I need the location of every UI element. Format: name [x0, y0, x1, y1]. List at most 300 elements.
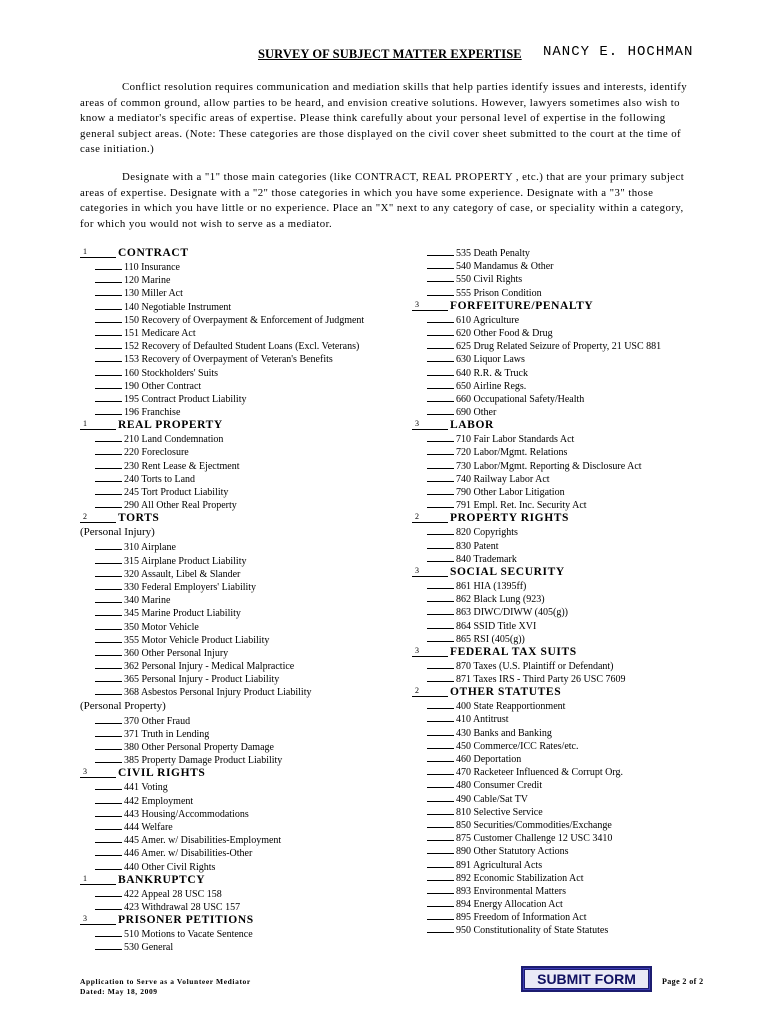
category-heading-label: LABOR	[450, 419, 494, 432]
case-type-mark-field[interactable]	[427, 445, 454, 455]
case-type-label: 790 Other Labor Litigation	[456, 487, 565, 498]
case-type-mark-field[interactable]	[427, 752, 454, 762]
case-type-label: 730 Labor/Mgmt. Reporting & Disclosure Act	[456, 460, 642, 472]
category-heading	[412, 418, 712, 432]
case-type-mark-field[interactable]	[95, 313, 122, 323]
case-type-item	[412, 923, 712, 936]
category-heading	[412, 565, 712, 579]
category-rank-field[interactable]: 3	[80, 766, 116, 778]
case-type-item	[80, 379, 380, 392]
case-type-mark-field[interactable]	[427, 923, 454, 933]
case-type-mark-field[interactable]	[95, 580, 122, 590]
footer-form-title: Application to Serve as a Volunteer Mediator	[80, 977, 251, 986]
case-type-item	[412, 339, 712, 352]
case-type-item	[412, 445, 712, 458]
case-type-label: 368 Asbestos Personal Injury Product Liability	[124, 687, 312, 699]
case-type-mark-field[interactable]	[427, 459, 454, 469]
case-type-item	[412, 472, 712, 485]
case-type-item	[80, 300, 380, 313]
case-type-label: 160 Stockholders' Suits	[124, 367, 219, 379]
case-type-mark-field[interactable]	[95, 740, 122, 750]
case-type-item	[80, 392, 380, 405]
case-type-item	[412, 712, 712, 725]
case-type-mark-field[interactable]	[427, 259, 454, 269]
applicant-name: NANCY E. HOCHMAN	[543, 44, 694, 60]
case-type-label: 150 Recovery of Overpayment & Enforcement of Judgment	[124, 314, 365, 326]
case-type-mark-field[interactable]	[95, 432, 122, 442]
case-type-item	[412, 326, 712, 339]
case-type-label: 240 Torts to Land	[124, 473, 196, 485]
case-type-item	[412, 379, 712, 392]
case-type-label: 893 Environmental Matters	[456, 885, 566, 897]
category-heading-label: TORTS	[118, 512, 160, 525]
case-type-mark-field[interactable]	[427, 818, 454, 828]
subcategory-label: (Personal Injury)	[80, 526, 155, 539]
case-type-mark-field[interactable]	[427, 498, 454, 508]
category-rank-field[interactable]: 3	[80, 913, 116, 925]
category-heading-label: CIVIL RIGHTS	[118, 767, 206, 780]
case-type-item	[412, 459, 712, 472]
case-type-label: 245 Tort Product Liability	[124, 487, 229, 498]
category-rank-field[interactable]: 3	[412, 565, 448, 577]
category-rank-field[interactable]: 1	[80, 873, 116, 885]
case-type-label: 152 Recovery of Defaulted Student Loans (Excl. Veterans)	[124, 341, 360, 353]
case-type-mark-field[interactable]	[427, 619, 454, 629]
case-type-mark-field[interactable]	[427, 910, 454, 920]
case-type-item	[412, 259, 712, 272]
case-type-label: 422 Appeal 28 USC 158	[124, 888, 222, 900]
case-type-mark-field[interactable]	[95, 646, 122, 656]
case-type-mark-field[interactable]	[95, 820, 122, 830]
case-type-mark-field[interactable]	[427, 805, 454, 815]
case-type-mark-field[interactable]	[95, 392, 122, 402]
case-type-item	[80, 753, 380, 766]
case-type-item	[412, 739, 712, 752]
case-type-mark-field[interactable]	[95, 593, 122, 603]
category-heading-label: REAL PROPERTY	[118, 419, 223, 432]
case-type-item	[80, 846, 380, 859]
case-type-item	[80, 286, 380, 299]
case-type-mark-field[interactable]	[95, 485, 122, 495]
case-type-label: 210 Land Condemnation	[124, 434, 224, 446]
case-type-mark-field[interactable]	[95, 659, 122, 669]
category-heading-label: CONTRACT	[118, 247, 189, 259]
case-type-item	[412, 352, 712, 365]
case-type-label: 371 Truth in Lending	[124, 728, 210, 740]
category-heading	[80, 246, 380, 260]
category-heading	[80, 913, 380, 927]
case-type-label: 830 Patent	[456, 540, 499, 552]
case-type-item	[80, 927, 380, 940]
case-type-item	[80, 620, 380, 633]
category-heading	[80, 418, 380, 432]
case-type-mark-field[interactable]	[427, 313, 454, 323]
case-type-label: 630 Liquor Laws	[456, 354, 525, 366]
case-type-label: 450 Commerce/ICC Rates/etc.	[456, 740, 579, 752]
case-type-label: 891 Agricultural Acts	[456, 859, 543, 871]
case-type-mark-field[interactable]	[427, 778, 454, 788]
case-type-mark-field[interactable]	[427, 699, 454, 709]
case-type-mark-field[interactable]	[427, 897, 454, 907]
case-type-mark-field[interactable]	[427, 326, 454, 336]
case-type-label: 430 Banks and Banking	[456, 727, 552, 739]
case-type-item	[80, 672, 380, 685]
case-type-mark-field[interactable]	[95, 846, 122, 856]
case-type-item	[80, 887, 380, 900]
case-type-item	[80, 405, 380, 418]
case-type-label: 864 SSID Title XVI	[456, 620, 537, 632]
instructions-paragraph-1	[80, 80, 698, 158]
instructions-text-1: Conflict resolution requires communication and mediation skills that help parties identify issues and interests, identify areas of common ground, allow parties to be heard, and envision creative solutions. However, lawyers sometimes also wish to know a mediator's specific areas of expertise. Please think carefully about your personal level of expertise in the following general subject areas. (Note: These categories are those displayed on the civil cover sheet submitted to the court at the time of case initiation.)	[80, 81, 688, 155]
case-type-mark-field[interactable]	[95, 753, 122, 763]
instructions-paragraph-2	[80, 170, 698, 232]
case-type-mark-field[interactable]	[427, 246, 454, 256]
case-type-item	[412, 726, 712, 739]
category-heading-label: OTHER STATUTES	[450, 686, 562, 699]
case-type-label: 892 Economic Stabilization Act	[456, 872, 584, 884]
case-type-item	[80, 860, 380, 873]
case-type-label: 410 Antitrust	[456, 714, 509, 726]
case-type-mark-field[interactable]	[95, 339, 122, 349]
case-type-mark-field[interactable]	[95, 554, 122, 564]
case-type-label: 865 RSI (405(g))	[456, 633, 525, 645]
case-type-item	[80, 352, 380, 365]
case-type-label: 710 Fair Labor Standards Act	[456, 434, 575, 446]
right-category-column	[412, 246, 712, 937]
case-type-label: 894 Energy Allocation Act	[456, 899, 563, 911]
case-type-label: 862 Black Lung (923)	[456, 594, 545, 606]
case-type-label: 650 Airline Regs.	[456, 380, 527, 392]
case-type-label: 446 Amer. w/ Disabilities-Other	[124, 848, 253, 860]
case-type-item	[80, 900, 380, 913]
case-type-label: 895 Freedom of Information Act	[456, 912, 587, 924]
case-type-label: 370 Other Fraud	[124, 715, 191, 727]
case-type-item	[80, 807, 380, 820]
case-type-label: 871 Taxes IRS - Third Party 26 USC 7609	[456, 674, 626, 686]
case-type-mark-field[interactable]	[427, 792, 454, 802]
case-type-label: 863 DIWC/DIWW (405(g))	[456, 607, 569, 619]
case-type-item	[412, 672, 712, 685]
case-type-label: 470 Racketeer Influenced & Corrupt Org.	[456, 767, 623, 779]
case-type-label: 660 Occupational Safety/Health	[456, 393, 585, 405]
case-type-item	[80, 820, 380, 833]
case-type-mark-field[interactable]	[427, 405, 454, 415]
case-type-mark-field[interactable]	[427, 632, 454, 642]
case-type-label: 196 Franchise	[124, 407, 181, 419]
case-type-item	[80, 432, 380, 445]
case-type-mark-field[interactable]	[95, 927, 122, 937]
case-type-mark-field[interactable]	[95, 445, 122, 455]
case-type-mark-field[interactable]	[95, 606, 122, 616]
case-type-label: 890 Other Statutory Actions	[456, 846, 569, 858]
case-type-label: 740 Railway Labor Act	[456, 473, 550, 485]
case-type-item	[80, 593, 380, 606]
case-type-mark-field[interactable]	[95, 300, 122, 310]
case-type-item	[412, 792, 712, 805]
case-type-label: 140 Negotiable Instrument	[124, 301, 232, 313]
category-heading	[80, 511, 380, 525]
case-type-item	[412, 699, 712, 712]
case-type-label: 355 Motor Vehicle Product Liability	[124, 634, 270, 646]
case-type-item	[412, 632, 712, 645]
category-heading-label: SOCIAL SECURITY	[450, 565, 565, 578]
case-type-mark-field[interactable]	[95, 459, 122, 469]
case-type-mark-field[interactable]	[427, 579, 454, 589]
case-type-mark-field[interactable]	[427, 672, 454, 682]
case-type-item	[80, 794, 380, 807]
case-type-mark-field[interactable]	[95, 498, 122, 508]
case-type-mark-field[interactable]	[427, 379, 454, 389]
case-type-label: 441 Voting	[124, 782, 168, 794]
case-type-mark-field[interactable]	[95, 352, 122, 362]
case-type-label: 690 Other	[456, 407, 497, 419]
case-type-label: 530 General	[124, 942, 174, 954]
case-type-item	[80, 540, 380, 553]
case-type-label: 555 Prison Condition	[456, 287, 542, 299]
case-type-item	[80, 727, 380, 740]
case-type-label: 610 Agriculture	[456, 314, 520, 326]
case-type-item	[412, 498, 712, 511]
case-type-mark-field[interactable]	[95, 540, 122, 550]
case-type-item	[412, 778, 712, 791]
case-type-mark-field[interactable]	[427, 844, 454, 854]
case-type-label: 810 Selective Service	[456, 806, 543, 818]
case-type-mark-field[interactable]	[427, 659, 454, 669]
case-type-label: 423 Withdrawal 28 USC 157	[124, 901, 241, 913]
case-type-item	[412, 831, 712, 844]
case-type-item	[80, 313, 380, 326]
category-rank-field[interactable]: 2	[412, 511, 448, 523]
category-heading	[80, 766, 380, 780]
case-type-mark-field[interactable]	[427, 858, 454, 868]
case-type-item	[80, 273, 380, 286]
case-type-label: 400 State Reapportionment	[456, 701, 566, 713]
case-type-mark-field[interactable]	[427, 272, 454, 282]
case-type-item	[412, 910, 712, 923]
case-type-item	[412, 592, 712, 605]
case-type-mark-field[interactable]	[427, 352, 454, 362]
case-type-mark-field[interactable]	[95, 794, 122, 804]
category-heading	[412, 685, 712, 699]
case-type-mark-field[interactable]	[427, 739, 454, 749]
case-type-mark-field[interactable]	[95, 633, 122, 643]
submit-form-label: SUBMIT FORM	[524, 969, 649, 989]
case-type-mark-field[interactable]	[427, 339, 454, 349]
case-type-label: 720 Labor/Mgmt. Relations	[456, 447, 568, 459]
case-type-mark-field[interactable]	[95, 727, 122, 737]
case-type-label: 130 Miller Act	[124, 288, 183, 300]
case-type-label: 220 Foreclosure	[124, 447, 189, 459]
category-heading-label: FEDERAL TAX SUITS	[450, 645, 577, 658]
case-type-item	[80, 326, 380, 339]
case-type-item	[80, 833, 380, 846]
subcategory-label: (Personal Property)	[80, 699, 166, 712]
case-type-item	[80, 685, 380, 698]
case-type-label: 950 Constitutionality of State Statutes	[456, 925, 609, 937]
case-type-item	[412, 432, 712, 445]
case-type-label: 820 Copyrights	[456, 527, 518, 539]
case-type-item	[412, 579, 712, 592]
case-type-label: 340 Marine	[124, 595, 171, 607]
case-type-mark-field[interactable]	[427, 286, 454, 296]
category-rank-field[interactable]: 3	[412, 299, 448, 311]
case-type-mark-field[interactable]	[95, 780, 122, 790]
case-type-item	[412, 752, 712, 765]
case-type-label: 362 Personal Injury - Medical Malpractice	[124, 661, 295, 673]
case-type-item	[80, 659, 380, 672]
case-type-label: 360 Other Personal Injury	[124, 647, 229, 659]
category-heading-label: PROPERTY RIGHTS	[450, 512, 570, 525]
case-type-item	[412, 871, 712, 884]
case-type-mark-field[interactable]	[95, 940, 122, 950]
case-type-label: 840 Trademark	[456, 553, 517, 565]
case-type-mark-field[interactable]	[427, 366, 454, 376]
case-type-item	[80, 633, 380, 646]
case-type-label: 791 Empl. Ret. Inc. Security Act	[456, 500, 587, 512]
category-heading	[412, 511, 712, 525]
case-type-item	[412, 246, 712, 259]
case-type-label: 195 Contract Product Liability	[124, 393, 247, 405]
category-rank-field[interactable]: 3	[412, 645, 448, 657]
case-type-label: 510 Motions to Vacate Sentence	[124, 929, 253, 941]
case-type-mark-field[interactable]	[95, 286, 122, 296]
case-type-mark-field[interactable]	[427, 871, 454, 881]
case-type-mark-field[interactable]	[95, 714, 122, 724]
page-header	[0, 44, 770, 64]
case-type-mark-field[interactable]	[427, 884, 454, 894]
case-type-label: 850 Securities/Commodities/Exchange	[456, 819, 612, 831]
case-type-mark-field[interactable]	[95, 833, 122, 843]
category-rank-field[interactable]: 1	[80, 418, 116, 430]
category-rank-field[interactable]: 2	[412, 685, 448, 697]
case-type-mark-field[interactable]	[427, 472, 454, 482]
case-type-label: 870 Taxes (U.S. Plaintiff or Defendant)	[456, 660, 614, 672]
case-type-item	[412, 659, 712, 672]
instructions-text-2: Designate with a "1" those main categories (like CONTRACT, REAL PROPERTY , etc.) that are your primary subject areas of expertise. Designate with a "2" those categories in which you have some experience. Designate with a "3" those categories in which you have little or no experience. Place an "X" next to any category of case, or speciality within a category, for which you would not wish to serve as a mediator.	[80, 171, 685, 230]
case-type-item	[80, 554, 380, 567]
case-type-label: 345 Marine Product Liability	[124, 608, 241, 620]
case-type-item	[412, 525, 712, 538]
case-type-item	[80, 567, 380, 580]
category-heading-label: PRISONER PETITIONS	[118, 914, 254, 927]
case-type-mark-field[interactable]	[95, 900, 122, 910]
category-heading	[80, 873, 380, 887]
category-rank-field[interactable]: 1	[80, 246, 116, 258]
case-type-item	[412, 405, 712, 418]
case-type-mark-field[interactable]	[427, 432, 454, 442]
case-type-label: 315 Airplane Product Liability	[124, 555, 247, 567]
case-type-mark-field[interactable]	[427, 485, 454, 495]
case-type-label: 151 Medicare Act	[124, 327, 196, 339]
case-type-item	[80, 940, 380, 953]
case-type-mark-field[interactable]	[427, 525, 454, 535]
case-type-mark-field[interactable]	[95, 326, 122, 336]
case-type-item	[80, 366, 380, 379]
case-type-item	[80, 498, 380, 511]
case-type-mark-field[interactable]	[95, 366, 122, 376]
case-type-item	[412, 844, 712, 857]
case-type-mark-field[interactable]	[427, 726, 454, 736]
case-type-item	[412, 605, 712, 618]
case-type-mark-field[interactable]	[95, 567, 122, 577]
case-type-label: 535 Death Penalty	[456, 248, 530, 259]
page-title: SURVEY OF SUBJECT MATTER EXPERTISE	[258, 47, 522, 61]
case-type-mark-field[interactable]	[95, 860, 122, 870]
case-type-item	[412, 485, 712, 498]
case-type-mark-field[interactable]	[427, 392, 454, 402]
case-type-label: 445 Amer. w/ Disabilities-Employment	[124, 835, 282, 847]
case-type-mark-field[interactable]	[95, 620, 122, 630]
case-type-item	[80, 780, 380, 793]
case-type-label: 440 Other Civil Rights	[124, 861, 216, 873]
case-type-label: 330 Federal Employers' Liability	[124, 581, 257, 593]
case-type-label: 444 Welfare	[124, 821, 173, 833]
case-type-mark-field[interactable]	[95, 379, 122, 389]
case-type-mark-field[interactable]	[427, 712, 454, 722]
case-type-item	[80, 606, 380, 619]
case-type-mark-field[interactable]	[427, 831, 454, 841]
case-type-label: 385 Property Damage Product Liability	[124, 755, 283, 767]
case-type-mark-field[interactable]	[427, 552, 454, 562]
case-type-mark-field[interactable]	[95, 405, 122, 415]
case-type-mark-field[interactable]	[427, 765, 454, 775]
case-type-label: 350 Motor Vehicle	[124, 621, 199, 633]
case-type-mark-field[interactable]	[427, 605, 454, 615]
case-type-label: 310 Airplane	[124, 542, 176, 554]
case-type-item	[412, 392, 712, 405]
case-type-mark-field[interactable]	[95, 685, 122, 695]
case-type-item	[80, 339, 380, 352]
case-type-label: 861 HIA (1395ff)	[456, 580, 527, 592]
case-type-label: 490 Cable/Sat TV	[456, 793, 529, 805]
case-type-mark-field[interactable]	[95, 672, 122, 682]
submit-form-button[interactable]	[521, 966, 652, 992]
category-heading-label: FORFEITURE/PENALTY	[450, 299, 594, 312]
case-type-mark-field[interactable]	[427, 539, 454, 549]
case-type-item	[80, 714, 380, 727]
case-type-label: 540 Mandamus & Other	[456, 261, 554, 273]
footer-date: Dated: May 18, 2009	[80, 987, 158, 996]
case-type-item	[80, 260, 380, 273]
page-number: Page 2 of 2	[662, 977, 704, 986]
case-type-mark-field[interactable]	[95, 260, 122, 270]
category-rank-field[interactable]: 2	[80, 511, 116, 523]
case-type-mark-field[interactable]	[95, 887, 122, 897]
case-type-item	[412, 552, 712, 565]
case-type-mark-field[interactable]	[95, 273, 122, 283]
case-type-label: 875 Customer Challenge 12 USC 3410	[456, 833, 613, 845]
case-type-mark-field[interactable]	[427, 592, 454, 602]
case-type-label: 620 Other Food & Drug	[456, 327, 553, 339]
case-type-item	[412, 897, 712, 910]
case-type-label: 320 Assault, Libel & Slander	[124, 568, 241, 580]
case-type-label: 550 Civil Rights	[456, 274, 523, 286]
case-type-mark-field[interactable]	[95, 807, 122, 817]
case-type-label: 480 Consumer Credit	[456, 780, 543, 792]
case-type-label: 380 Other Personal Property Damage	[124, 742, 274, 753]
case-type-mark-field[interactable]	[95, 472, 122, 482]
case-type-item	[412, 858, 712, 871]
case-type-label: 442 Employment	[124, 795, 194, 807]
case-type-item	[412, 539, 712, 552]
case-type-label: 625 Drug Related Seizure of Property, 21 USC 881	[456, 341, 662, 353]
case-type-label: 153 Recovery of Overpayment of Veteran's Benefits	[124, 354, 333, 366]
category-rank-field[interactable]: 3	[412, 418, 448, 430]
case-type-label: 460 Deportation	[456, 754, 522, 765]
case-type-item	[412, 805, 712, 818]
case-type-label: 190 Other Contract	[124, 380, 202, 392]
case-type-item	[80, 445, 380, 458]
